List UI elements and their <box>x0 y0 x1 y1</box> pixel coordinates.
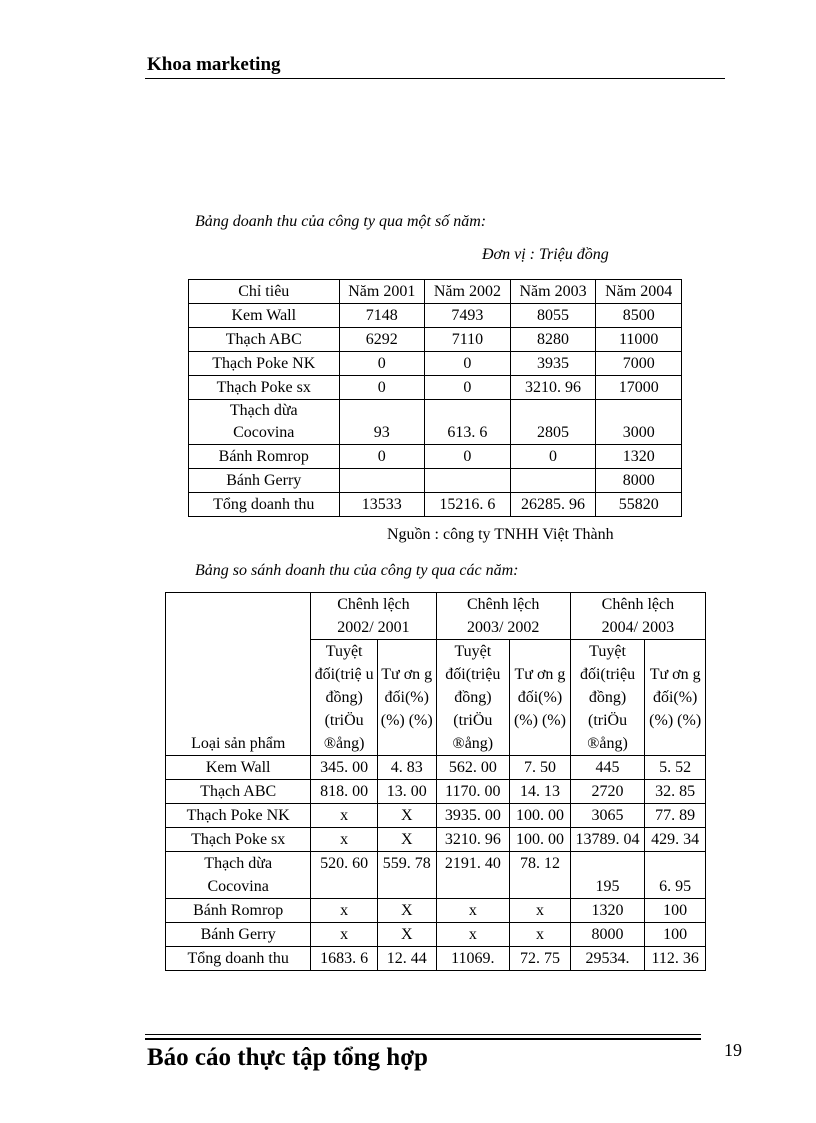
cell: 1170. 00 <box>436 780 510 804</box>
table-row <box>189 400 682 445</box>
table1-caption: Bảng doanh thu của công ty qua một số năm: <box>195 213 487 230</box>
cell: x <box>311 923 378 947</box>
cell: 3210. 96 <box>436 828 510 852</box>
cell: 0 <box>339 376 425 400</box>
cell: 8500 <box>596 304 682 328</box>
cell: 7000 <box>596 352 682 376</box>
footer-title: Báo cáo thực tập tổng hợp <box>147 1044 428 1071</box>
cell: 93 <box>339 400 425 445</box>
cell: 195 <box>570 852 645 899</box>
row-label: Bánh Gerry <box>189 469 340 493</box>
subheader-cell: Tuyệt đối(triệ u đồng) (triÖu ®ång) <box>311 640 378 756</box>
row-label: Thạch Poke sx <box>189 376 340 400</box>
cell: X <box>377 804 436 828</box>
cell: 0 <box>425 445 511 469</box>
cell: 818. 00 <box>311 780 378 804</box>
subheader-cell: Tư ơn g đối(%) (%) (%) <box>510 640 571 756</box>
cell: X <box>377 923 436 947</box>
table-row <box>166 828 706 852</box>
subheader-cell: Tuyệt đối(triệu đồng) (triÖu ®ång) <box>436 640 510 756</box>
cell: 6292 <box>339 328 425 352</box>
group-header: Chênh lệch 2002/ 2001 <box>311 593 436 640</box>
cell: 72. 75 <box>510 947 571 971</box>
row-label: Tổng doanh thu <box>189 493 340 517</box>
cell: 32. 85 <box>645 780 706 804</box>
cell: 520. 60 <box>311 852 378 899</box>
footer-divider-thick <box>145 1038 701 1040</box>
table-row <box>166 852 706 899</box>
row-label: Bánh Gerry <box>166 923 311 947</box>
cell: 7148 <box>339 304 425 328</box>
cell: 1320 <box>570 899 645 923</box>
cell: 3000 <box>596 400 682 445</box>
table-row <box>166 780 706 804</box>
header-cell: Năm 2003 <box>510 280 596 304</box>
cell: 6. 95 <box>645 852 706 899</box>
page-number: 19 <box>724 1040 742 1060</box>
cell: 0 <box>510 445 596 469</box>
cell: 12. 44 <box>377 947 436 971</box>
header-cell: Năm 2004 <box>596 280 682 304</box>
cell: x <box>311 804 378 828</box>
cell: 429. 34 <box>645 828 706 852</box>
cell: 55820 <box>596 493 682 517</box>
table-header-row <box>189 280 682 304</box>
table-row <box>166 756 706 780</box>
header-title: Khoa marketing <box>147 54 281 75</box>
cell: 100 <box>645 923 706 947</box>
cell: X <box>377 899 436 923</box>
table-row <box>189 445 682 469</box>
group-header: Chênh lệch 2003/ 2002 <box>436 593 570 640</box>
cell: x <box>311 828 378 852</box>
cell: 2805 <box>510 400 596 445</box>
header-cell: Chỉ tiêu <box>189 280 340 304</box>
header-cell: Năm 2002 <box>425 280 511 304</box>
cell: 8000 <box>570 923 645 947</box>
cell: 0 <box>339 445 425 469</box>
row-label: Thạch Poke sx <box>166 828 311 852</box>
cell: 11000 <box>596 328 682 352</box>
cell: 15216. 6 <box>425 493 511 517</box>
subheader-cell: Tư ơn g đối(%) (%) (%) <box>645 640 706 756</box>
cell: x <box>510 899 571 923</box>
cell: 3935 <box>510 352 596 376</box>
row-label: Tổng doanh thu <box>166 947 311 971</box>
table-row <box>189 469 682 493</box>
cell: 345. 00 <box>311 756 378 780</box>
row-label: Thạch Poke NK <box>189 352 340 376</box>
cell: 0 <box>339 352 425 376</box>
cell <box>339 469 425 493</box>
header-cell: Năm 2001 <box>339 280 425 304</box>
row-label: Thạch ABC <box>166 780 311 804</box>
comparison-table <box>165 592 706 971</box>
cell: 29534. <box>570 947 645 971</box>
cell: 100. 00 <box>510 804 571 828</box>
cell: 562. 00 <box>436 756 510 780</box>
cell: 7110 <box>425 328 511 352</box>
cell: 8055 <box>510 304 596 328</box>
cell: 5. 52 <box>645 756 706 780</box>
table-row <box>189 493 682 517</box>
row-label: Bánh Romrop <box>189 445 340 469</box>
table2-caption: Bảng so sánh doanh thu của công ty qua các năm: <box>195 562 519 579</box>
cell <box>510 469 596 493</box>
table-row <box>166 923 706 947</box>
row-label: Kem Wall <box>166 756 311 780</box>
table1-unit: Đơn vị : Triệu đồng <box>482 246 609 263</box>
table-row <box>189 352 682 376</box>
cell: 613. 6 <box>425 400 511 445</box>
cell: X <box>377 828 436 852</box>
product-header: Loại sản phẩm <box>166 593 311 756</box>
subheader-cell: Tư ơn g đối(%) (%) (%) <box>377 640 436 756</box>
cell: x <box>311 899 378 923</box>
cell: x <box>436 923 510 947</box>
row-label: Thạch Poke NK <box>166 804 311 828</box>
cell: 0 <box>425 376 511 400</box>
cell: 445 <box>570 756 645 780</box>
cell: 17000 <box>596 376 682 400</box>
cell: 0 <box>425 352 511 376</box>
cell <box>425 469 511 493</box>
cell: 3065 <box>570 804 645 828</box>
cell: 3210. 96 <box>510 376 596 400</box>
cell: 1320 <box>596 445 682 469</box>
table-header-row <box>166 593 706 640</box>
footer-divider-thin <box>145 1034 701 1035</box>
group-header: Chênh lệch 2004/ 2003 <box>570 593 705 640</box>
cell: 1683. 6 <box>311 947 378 971</box>
cell: x <box>510 923 571 947</box>
cell: 7493 <box>425 304 511 328</box>
cell: 559. 78 <box>377 852 436 899</box>
table-row <box>166 947 706 971</box>
row-label: Thạch dừa Cocovina <box>189 400 340 445</box>
cell: 8000 <box>596 469 682 493</box>
cell: 112. 36 <box>645 947 706 971</box>
table-row <box>189 328 682 352</box>
cell: 2720 <box>570 780 645 804</box>
revenue-table <box>188 279 682 517</box>
cell: 13789. 04 <box>570 828 645 852</box>
row-label: Thạch dừa Cocovina <box>166 852 311 899</box>
cell: 13. 00 <box>377 780 436 804</box>
cell: 4. 83 <box>377 756 436 780</box>
cell: x <box>436 899 510 923</box>
cell: 13533 <box>339 493 425 517</box>
cell: 7. 50 <box>510 756 571 780</box>
cell: 2191. 40 <box>436 852 510 899</box>
cell: 100. 00 <box>510 828 571 852</box>
cell: 11069. <box>436 947 510 971</box>
header-divider <box>145 78 725 79</box>
cell: 77. 89 <box>645 804 706 828</box>
cell: 100 <box>645 899 706 923</box>
table-row <box>166 899 706 923</box>
subheader-cell: Tuyệt đối(triệu đồng) (triÖu ®ång) <box>570 640 645 756</box>
cell: 78. 12 <box>510 852 571 899</box>
row-label: Thạch ABC <box>189 328 340 352</box>
cell: 3935. 00 <box>436 804 510 828</box>
row-label: Bánh Romrop <box>166 899 311 923</box>
row-label: Kem Wall <box>189 304 340 328</box>
cell: 8280 <box>510 328 596 352</box>
table-row <box>189 376 682 400</box>
cell: 14. 13 <box>510 780 571 804</box>
cell: 26285. 96 <box>510 493 596 517</box>
table1-source: Nguồn : công ty TNHH Việt Thành <box>387 526 614 543</box>
table-row <box>189 304 682 328</box>
table-row <box>166 804 706 828</box>
